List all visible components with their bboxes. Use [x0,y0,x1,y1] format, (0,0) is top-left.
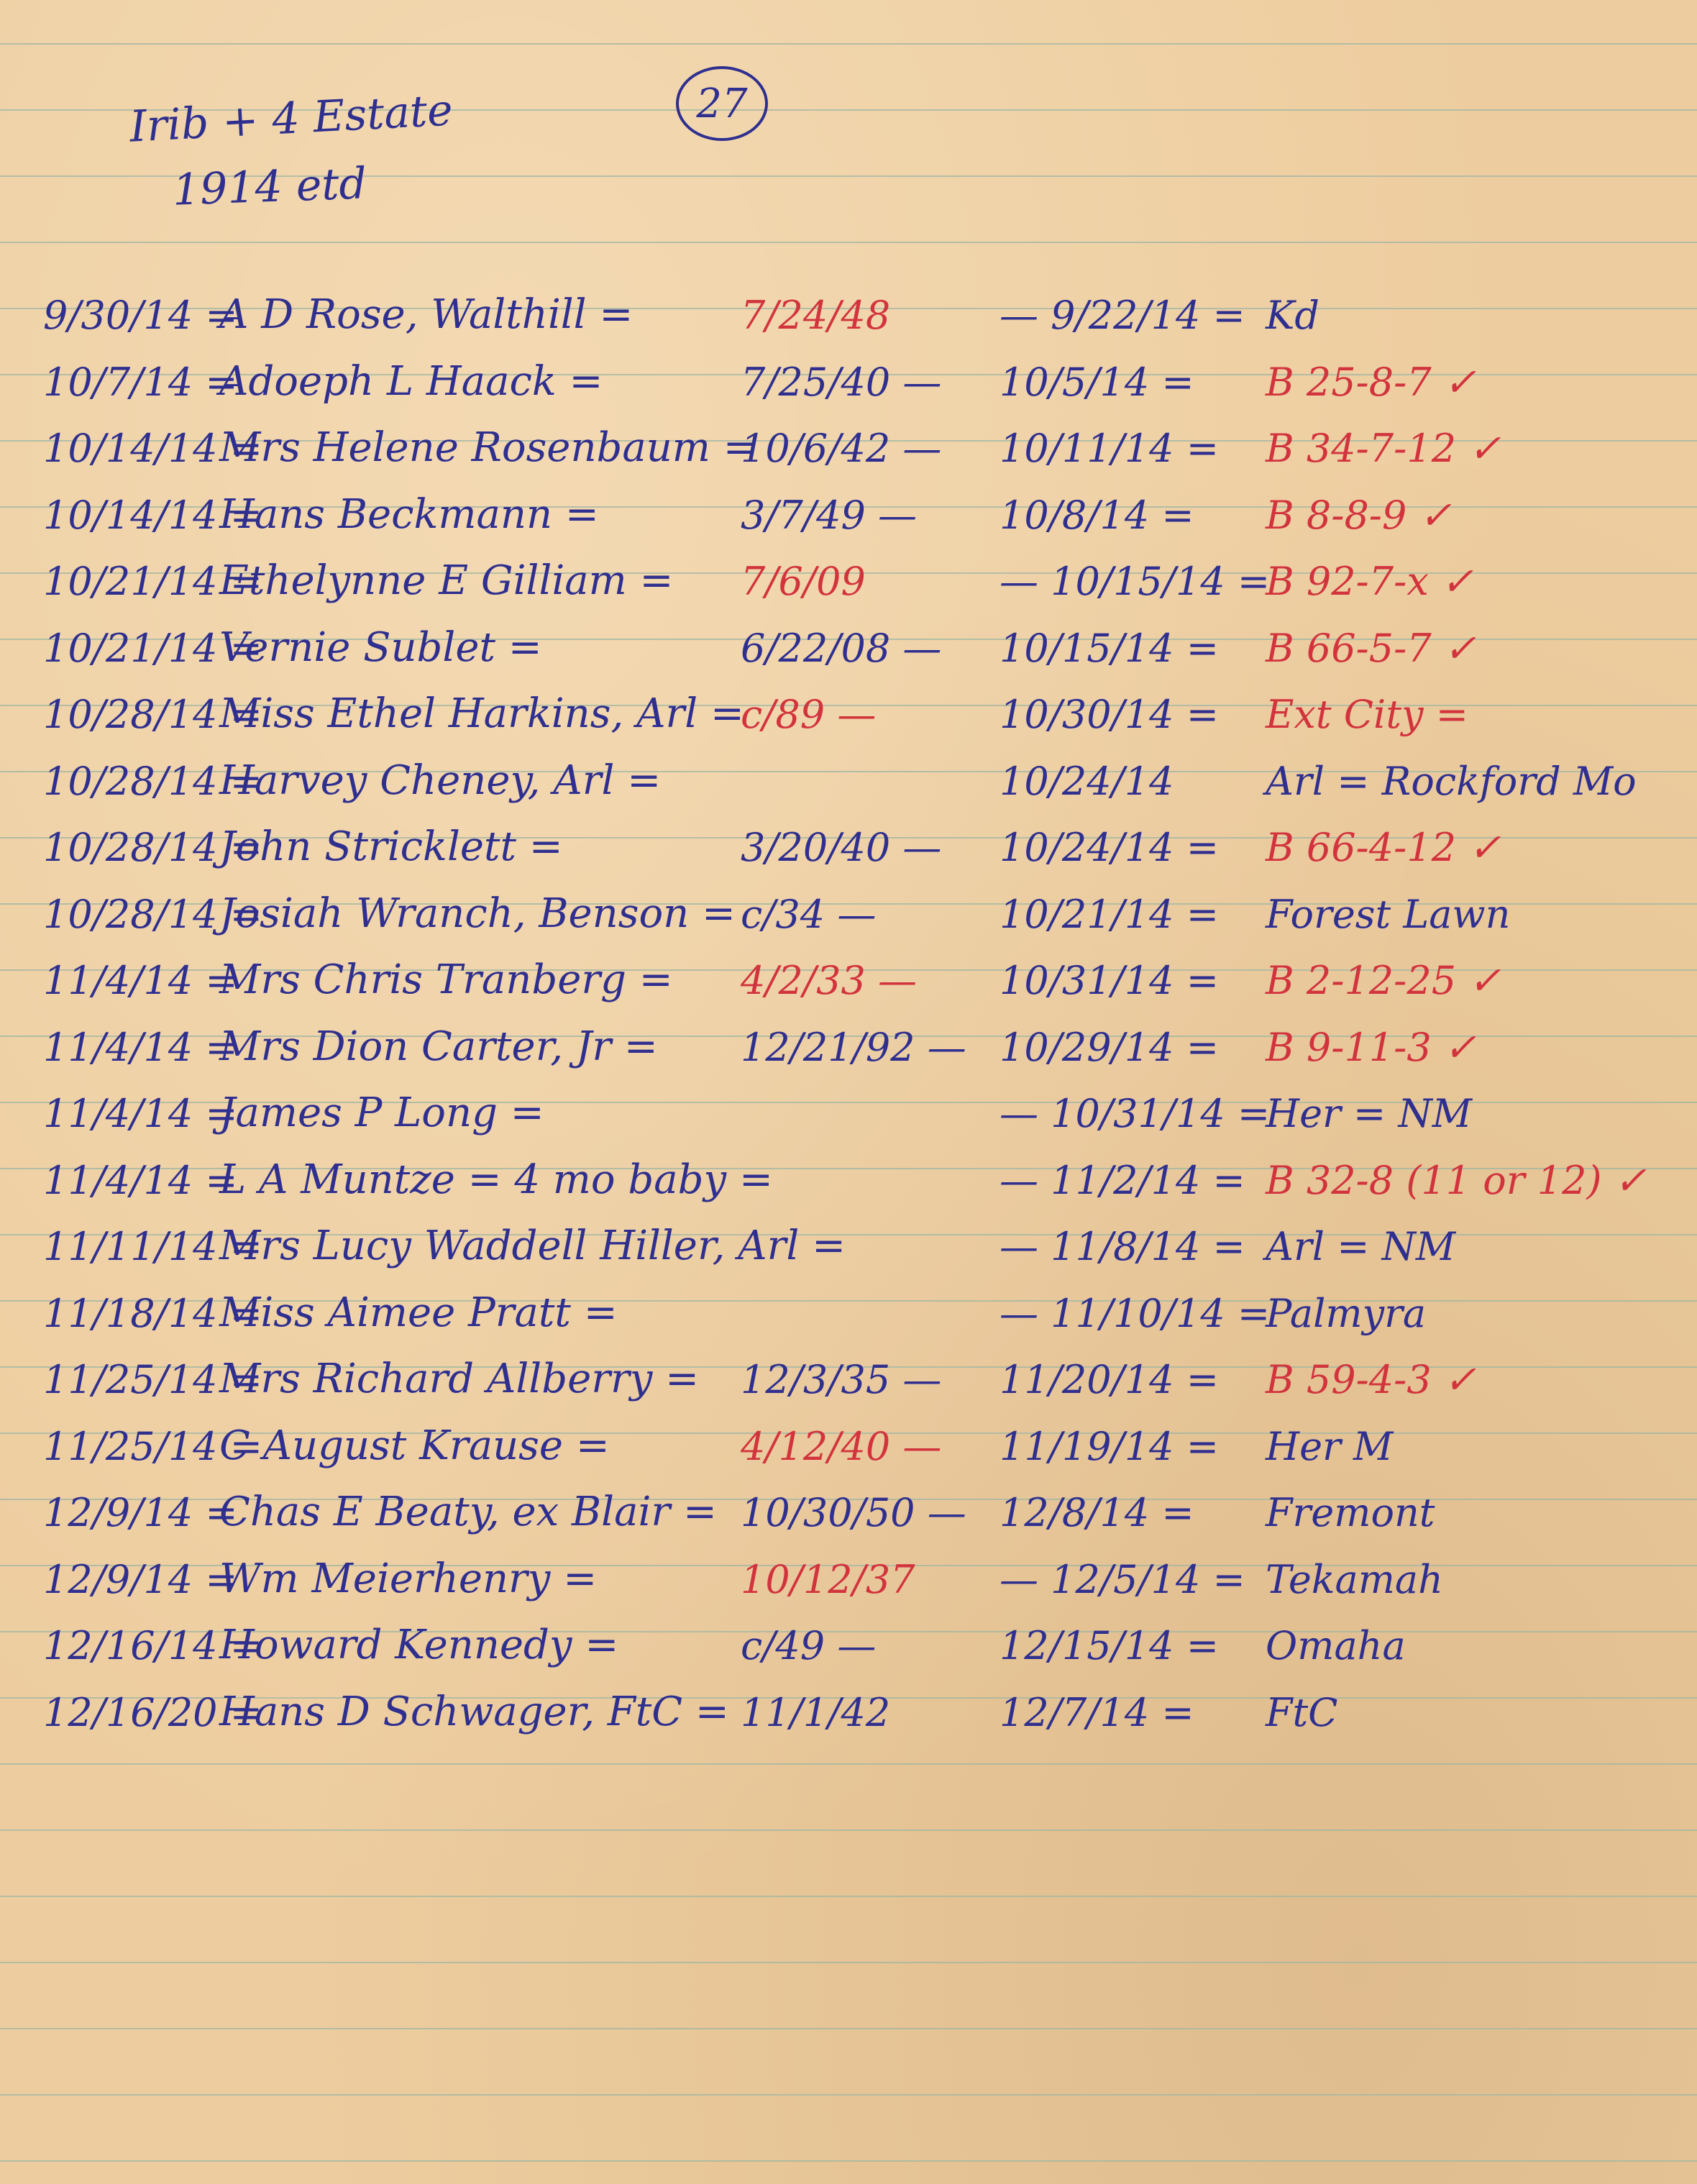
entry-birth-date: 10/6/42 — [741,426,942,471]
entry-name: Wm Meierhenry = [219,1555,598,1602]
entry-burial-place: B 9-11-3 ✓ [1266,1024,1477,1070]
entry-burial-place: B 59-4-3 ✓ [1266,1357,1477,1402]
entry-name: A D Rose, Walthill = [219,291,633,338]
entry-date: 12/16/14 = [43,1623,262,1668]
entry-birth-date: 10/12/37 [741,1556,915,1602]
entry-death-date: — 10/15/14 = [1000,559,1271,604]
entry-date: 10/21/14 = [43,625,262,671]
entry-burial-place: Ext City = [1266,692,1468,737]
entry-burial-place: B 2-12-25 ✓ [1266,958,1501,1003]
ruled-line [0,2160,1697,2162]
entry-burial-place: B 34-7-12 ✓ [1266,426,1501,471]
entry-date: 10/14/14 = [43,492,262,538]
entry-row [0,734,1697,805]
entry-burial-place: Fremont [1266,1490,1435,1535]
entry-date: 10/28/14 = [43,758,262,804]
entry-death-date: 10/15/14 = [1000,625,1219,671]
entry-death-date: — 11/10/14 = [1000,1290,1271,1336]
entry-burial-place: Kd [1266,293,1319,338]
entry-date: 11/4/14 = [43,958,238,1003]
entry-death-date: 11/19/14 = [1000,1423,1219,1469]
entry-death-date: 10/31/14 = [1000,958,1219,1003]
entry-death-date: 10/5/14 = [1000,359,1194,405]
entry-name: C August Krause = [219,1422,610,1469]
entry-birth-date: 4/12/40 — [741,1423,942,1469]
entry-death-date: 10/24/14 [1000,758,1174,804]
entry-birth-date: 11/1/42 [741,1689,891,1735]
ruled-line [0,43,1697,45]
entry-row [0,867,1697,938]
entry-burial-place: Tekamah [1266,1556,1443,1602]
entry-birth-date: 12/3/35 — [741,1357,942,1402]
entry-row [0,1332,1697,1404]
entry-row [0,334,1697,406]
entry-name: Miss Ethel Harkins, Arl = [219,690,744,737]
entry-death-date: 10/21/14 = [1000,891,1219,937]
entry-date: 11/25/14 = [43,1357,262,1402]
entry-date: 12/9/14 = [43,1556,238,1602]
entry-name: Mrs Dion Carter, Jr = [219,1023,658,1070]
entry-name: Hans Beckmann = [219,490,599,538]
entry-name: L A Muntze = 4 mo baby = [219,1156,773,1203]
entry-burial-place: Arl = NM [1266,1224,1456,1269]
entry-burial-place: B 25-8-7 ✓ [1266,359,1477,405]
entry-date: 11/4/14 = [43,1091,238,1136]
entry-row [0,1000,1697,1072]
page-number-text: 27 [696,80,748,127]
entry-date: 11/4/14 = [43,1024,238,1070]
entry-death-date: 12/15/14 = [1000,1623,1219,1668]
entry-birth-date: 12/21/92 — [741,1024,966,1070]
entry-row [0,667,1697,739]
entry-death-date: 10/29/14 = [1000,1024,1219,1070]
entry-row [0,933,1697,1005]
entry-row [0,401,1697,472]
entry-date: 11/11/14 = [43,1224,262,1269]
entry-date: 11/18/14 = [43,1290,262,1336]
entry-row [0,467,1697,539]
entry-name: John Stricklett = [219,823,563,870]
entry-death-date: 10/24/14 = [1000,825,1219,870]
ruled-line [0,1962,1697,1963]
entry-name: James P Long = [219,1089,544,1136]
entry-birth-date: 6/22/08 — [741,625,942,671]
ruled-line [0,1763,1697,1765]
entry-burial-place: Omaha [1266,1623,1406,1668]
entry-row [0,268,1697,339]
entry-row [0,534,1697,606]
entry-death-date: — 9/22/14 = [1000,293,1245,338]
entry-birth-date: c/49 — [741,1623,877,1668]
entry-name: Ethelynne E Gilliam = [219,557,674,604]
entry-name: Mrs Helene Rosenbaum = [219,424,757,471]
entry-burial-place: B 66-5-7 ✓ [1266,625,1477,671]
entry-death-date: 12/8/14 = [1000,1490,1194,1535]
entry-name: Chas E Beaty, ex Blair = [219,1489,717,1535]
entry-name: Vernie Sublet = [219,623,542,671]
entry-date: 10/28/14 = [43,825,262,870]
entry-name: Mrs Lucy Waddell Hiller, Arl = [219,1223,846,1269]
entry-burial-place: Her = NM [1266,1091,1472,1136]
ruled-line [0,2028,1697,2029]
entry-death-date: 12/7/14 = [1000,1689,1194,1735]
entry-burial-place: B 66-4-12 ✓ [1266,825,1501,870]
entry-death-date: — 10/31/14 = [1000,1091,1271,1136]
entry-burial-place: B 92-7-x ✓ [1266,559,1474,604]
entry-row [0,1532,1697,1604]
entry-date: 10/21/14 = [43,559,262,604]
entry-name: Harvey Cheney, Arl = [219,757,662,804]
entry-date: 10/28/14 = [43,891,262,937]
entry-row [0,1399,1697,1471]
page-heading: Irib + 4 Estate [128,85,454,152]
entry-name: Hans D Schwager, FtC = [219,1688,729,1735]
entry-burial-place: Forest Lawn [1266,891,1511,937]
entry-name: Mrs Chris Tranberg = [219,956,673,1003]
entry-name: Josiah Wranch, Benson = [219,890,736,937]
entry-date: 11/4/14 = [43,1157,238,1203]
entry-row [0,1066,1697,1138]
entry-row [0,1266,1697,1338]
entry-death-date: 10/8/14 = [1000,492,1194,538]
page-subheading: 1914 etd [171,158,367,216]
entry-row [0,1665,1697,1737]
entry-birth-date: 3/20/40 — [741,825,942,870]
entry-death-date: — 11/8/14 = [1000,1224,1245,1269]
entry-name: Miss Aimee Pratt = [219,1289,618,1336]
entry-burial-place: B 32-8 (11 or 12) ✓ [1266,1157,1647,1203]
ruled-line [0,2094,1697,2096]
entry-burial-place: Her M [1266,1423,1394,1469]
entry-burial-place: Palmyra [1266,1290,1427,1336]
entry-birth-date: c/34 — [741,891,877,937]
entry-name: Mrs Richard Allberry = [219,1356,700,1402]
entry-date: 10/7/14 = [43,359,238,405]
ruled-line [0,1829,1697,1831]
entry-birth-date: 4/2/33 — [741,958,917,1003]
entry-date: 9/30/14 = [43,293,238,338]
entry-row [0,1199,1697,1271]
entry-birth-date: 10/30/50 — [741,1490,966,1535]
entry-date: 10/28/14 = [43,692,262,737]
entry-death-date: — 11/2/14 = [1000,1157,1245,1203]
entry-name: Howard Kennedy = [219,1622,619,1668]
entry-row [0,1598,1697,1670]
entry-death-date: 11/20/14 = [1000,1357,1219,1402]
entry-birth-date: 7/6/09 [741,559,866,604]
entry-burial-place: Arl = Rockford Mo [1266,758,1637,804]
entry-row [0,1133,1697,1205]
entry-date: 10/14/14 = [43,426,262,471]
entry-date: 12/9/14 = [43,1490,238,1535]
entry-birth-date: 7/24/48 [741,293,891,338]
entry-name: Adoeph L Haack = [219,357,603,405]
entry-row [0,800,1697,872]
entry-row [0,1465,1697,1537]
entry-burial-place: B 8-8-9 ✓ [1266,492,1452,538]
entry-date: 12/16/20 = [43,1689,262,1735]
entry-birth-date: c/89 — [741,692,877,737]
entry-death-date: 10/11/14 = [1000,426,1219,471]
entry-death-date: 10/30/14 = [1000,692,1219,737]
page-number [676,66,768,141]
entry-death-date: — 12/5/14 = [1000,1556,1245,1602]
ruled-line [0,1896,1697,1897]
ruled-line [0,242,1697,243]
entry-date: 11/25/14 = [43,1423,262,1469]
entry-row [0,600,1697,672]
entry-birth-date: 7/25/40 — [741,359,942,405]
entry-birth-date: 3/7/49 — [741,492,917,538]
entry-burial-place: FtC [1266,1689,1338,1735]
